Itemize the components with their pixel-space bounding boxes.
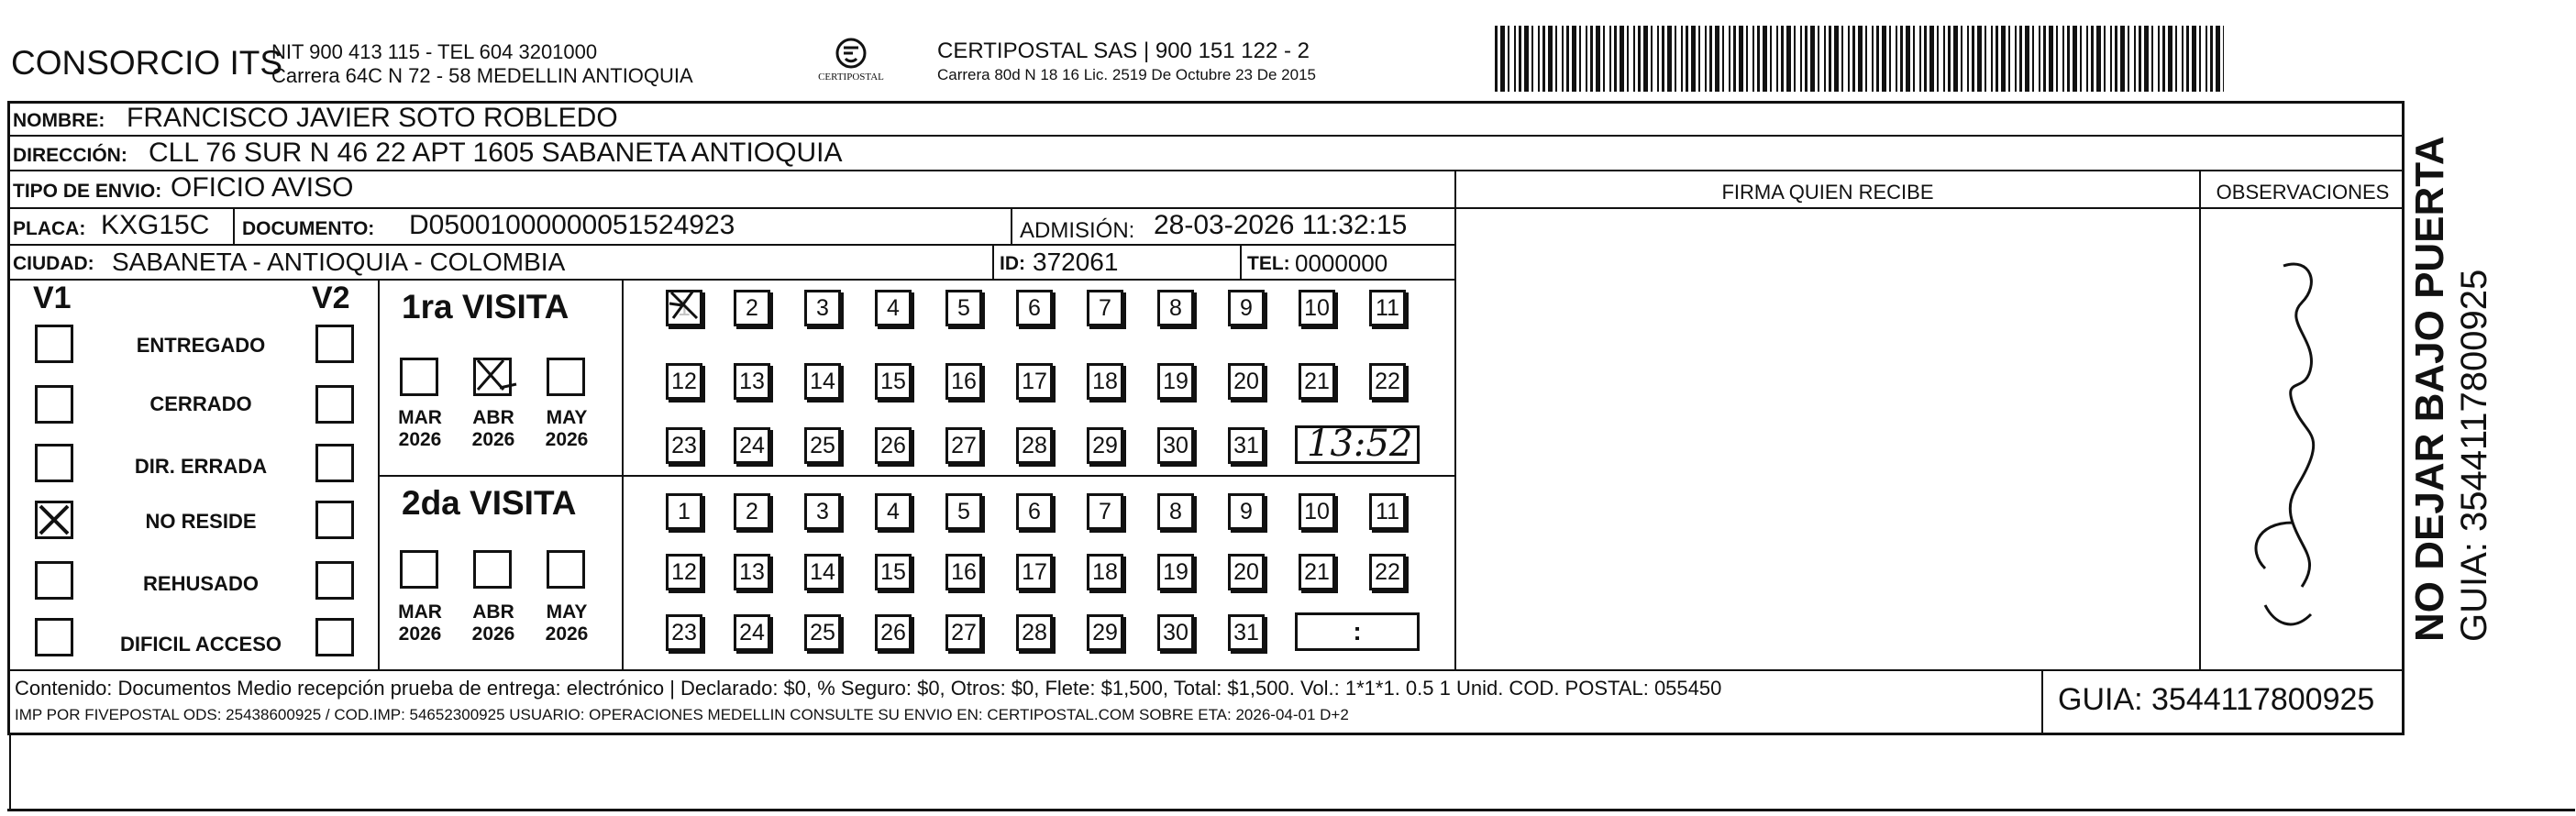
direccion-value: CLL 76 SUR N 46 22 APT 1605 SABANETA ANTIOQUIA (149, 138, 843, 168)
v2-label: V2 (312, 281, 350, 315)
first-day-30[interactable]: 30 (1157, 427, 1194, 464)
second-day-22[interactable]: 22 (1369, 554, 1406, 590)
second-day-16[interactable]: 16 (945, 554, 982, 590)
v1-cerrado-checkbox[interactable] (35, 385, 73, 424)
nombre-value: FRANCISCO JAVIER SOTO ROBLEDO (127, 103, 618, 133)
id-label: ID: (1000, 253, 1025, 274)
second-day-1[interactable]: 1 (666, 493, 702, 530)
second-month-may-label: MAY 2026 (545, 601, 589, 645)
second-visit-time-value: : (1353, 617, 1362, 645)
firma-label: FIRMA QUIEN RECIBE (1721, 181, 1934, 204)
first-day-2[interactable]: 2 (734, 290, 770, 326)
first-day-16[interactable]: 16 (945, 363, 982, 400)
documento-value: D05001000000051524923 (409, 210, 735, 240)
first-day-6[interactable]: 6 (1016, 290, 1053, 326)
status-rehusado: REHUSADO (143, 572, 259, 595)
status-cerrado: CERRADO (149, 392, 252, 415)
first-day-31[interactable]: 31 (1228, 427, 1265, 464)
first-day-29[interactable]: 29 (1087, 427, 1123, 464)
status-entregado: ENTREGADO (136, 334, 266, 357)
second-day-14[interactable]: 14 (804, 554, 841, 590)
tipo-envio-label: TIPO DE ENVIO: (13, 181, 162, 202)
second-day-28[interactable]: 28 (1016, 614, 1053, 651)
tel-label: TEL: (1247, 253, 1290, 274)
second-day-24[interactable]: 24 (734, 614, 770, 651)
first-day-1[interactable] (666, 290, 702, 326)
cross-mark-icon (472, 357, 518, 395)
first-visit-label: 1ra VISITA (402, 288, 569, 325)
tipo-envio-value: OFICIO AVISO (171, 172, 354, 203)
first-day-15[interactable]: 15 (875, 363, 912, 400)
placa-label: PLACA: (13, 218, 86, 239)
id-value: 372061 (1033, 248, 1119, 276)
second-day-23[interactable]: 23 (666, 614, 702, 651)
side-guia: GUIA: 3544117800925 (2454, 269, 2494, 642)
placa-value: KXG15C (101, 210, 210, 240)
second-month-mar-label: MAR 2026 (398, 601, 442, 645)
v1-rehusado-checkbox[interactable] (35, 561, 73, 600)
second-day-6[interactable]: 6 (1016, 493, 1053, 530)
v2-cerrado-checkbox[interactable] (315, 385, 354, 424)
second-day-17[interactable]: 17 (1016, 554, 1053, 590)
status-dificil-acceso: DIFICIL ACCESO (119, 633, 282, 656)
first-month-mar-checkbox[interactable] (400, 358, 438, 396)
second-day-20[interactable]: 20 (1228, 554, 1265, 590)
first-day-26[interactable]: 26 (875, 427, 912, 464)
first-day-24[interactable]: 24 (734, 427, 770, 464)
first-day-28[interactable]: 28 (1016, 427, 1053, 464)
logo-text: CERTIPOSTAL (818, 72, 884, 83)
company-address: Carrera 64C N 72 - 58 MEDELLIN ANTIOQUIA (271, 64, 693, 87)
second-day-31[interactable]: 31 (1228, 614, 1265, 651)
second-day-2[interactable]: 2 (734, 493, 770, 530)
v1-no-reside-checkbox[interactable] (35, 501, 73, 539)
second-day-21[interactable]: 21 (1299, 554, 1335, 590)
second-visit-label: 2da VISITA (402, 484, 577, 522)
side-warning (2406, 128, 2494, 642)
first-day-19[interactable]: 19 (1157, 363, 1194, 400)
nombre-label: NOMBRE: (13, 110, 105, 131)
documento-label: DOCUMENTO: (242, 218, 375, 239)
first-day-12[interactable]: 12 (666, 363, 702, 400)
second-day-29[interactable]: 29 (1087, 614, 1123, 651)
first-month-abr-checkbox[interactable] (473, 358, 512, 396)
direccion-label: DIRECCIÓN: (13, 145, 127, 166)
first-visit-time-value: 13:52 (1307, 423, 1413, 465)
second-day-25[interactable]: 25 (804, 614, 841, 651)
second-visit-time[interactable] (1295, 612, 1420, 651)
second-day-10[interactable]: 10 (1299, 493, 1335, 530)
first-day-17[interactable]: 17 (1016, 363, 1053, 400)
status-dir-errada: DIR. ERRADA (134, 455, 268, 478)
second-day-11[interactable]: 11 (1369, 493, 1406, 530)
first-month-abr-label: ABR 2026 (471, 407, 515, 450)
second-day-19[interactable]: 19 (1157, 554, 1194, 590)
v2-no-reside-checkbox[interactable] (315, 501, 354, 539)
first-day-14[interactable]: 14 (804, 363, 841, 400)
footer-line1: Contenido: Documentos Medio recepción prueba de entrega: electrónico | Declarado: $0, % Seguro: $0, Otros: $0, Flete: $1,500, Total: $1,500. Vol.: 1*1*1. 0.5 1 Unid. COD. POSTAL: 055450 (15, 677, 1722, 700)
footer-guia: GUIA: 3544117800925 (2058, 682, 2375, 717)
certipostal-address: Carrera 80d N 18 16 Lic. 2519 De Octubre 23 De 2015 (937, 66, 1316, 83)
second-day-4[interactable]: 4 (875, 493, 912, 530)
footer-line2: IMP POR FIVEPOSTAL ODS: 25438600925 / COD.IMP: 54652300925 USUARIO: OPERACIONES MEDELLIN CONSULTE SU ENVIO EN: CERTIPOSTAL.COM SOBRE ETA: 2026-04-01 D+2 (15, 706, 1349, 723)
first-day-11[interactable]: 11 (1369, 290, 1406, 326)
first-day-4[interactable]: 4 (875, 290, 912, 326)
first-day-22[interactable]: 22 (1369, 363, 1406, 400)
second-day-13[interactable]: 13 (734, 554, 770, 590)
first-day-18[interactable]: 18 (1087, 363, 1123, 400)
first-month-may-label: MAY 2026 (545, 407, 589, 450)
second-day-18[interactable]: 18 (1087, 554, 1123, 590)
certipostal-line: CERTIPOSTAL SAS | 900 151 122 - 2 (937, 39, 1310, 63)
tel-value: 0000000 (1295, 249, 1388, 277)
day-number: 1 (678, 294, 691, 321)
certipostal-logo-icon (814, 37, 888, 92)
first-day-27[interactable]: 27 (945, 427, 982, 464)
first-day-3[interactable]: 3 (804, 290, 841, 326)
second-day-3[interactable]: 3 (804, 493, 841, 530)
v2-dificil-acceso-checkbox[interactable] (315, 618, 354, 656)
status-no-reside: NO RESIDE (145, 510, 257, 533)
second-month-may-checkbox[interactable] (547, 550, 585, 589)
observaciones-label: OBSERVACIONES (2216, 181, 2390, 204)
company-name: CONSORCIO ITS (11, 44, 283, 82)
barcode (1495, 26, 2224, 92)
first-month-mar-label: MAR 2026 (398, 407, 442, 450)
v2-rehusado-checkbox[interactable] (315, 561, 354, 600)
v2-dir-errada-checkbox[interactable] (315, 444, 354, 482)
second-day-27[interactable]: 27 (945, 614, 982, 651)
ciudad-label: CIUDAD: (13, 253, 94, 274)
second-day-7[interactable]: 7 (1087, 493, 1123, 530)
first-day-13[interactable]: 13 (734, 363, 770, 400)
second-day-26[interactable]: 26 (875, 614, 912, 651)
first-day-23[interactable]: 23 (666, 427, 702, 464)
second-day-9[interactable]: 9 (1228, 493, 1265, 530)
first-day-25[interactable]: 25 (804, 427, 841, 464)
second-day-15[interactable]: 15 (875, 554, 912, 590)
second-month-abr-checkbox[interactable] (473, 550, 512, 589)
first-day-20[interactable]: 20 (1228, 363, 1265, 400)
certipostal-logo (814, 37, 888, 92)
v1-dificil-acceso-checkbox[interactable] (35, 618, 73, 656)
side-warning-text: NO DEJAR BAJO PUERTA (2407, 136, 2452, 642)
first-visit-time[interactable] (1295, 425, 1420, 464)
v1-dir-errada-checkbox[interactable] (35, 444, 73, 482)
v1-label: V1 (33, 281, 72, 315)
second-day-12[interactable]: 12 (666, 554, 702, 590)
first-day-5[interactable]: 5 (945, 290, 982, 326)
admision-label: ADMISIÓN: (1020, 218, 1135, 243)
nit-line: NIT 900 413 115 - TEL 604 3201000 (271, 40, 598, 63)
admision-value: 28-03-2026 11:32:15 (1154, 210, 1408, 240)
second-month-mar-checkbox[interactable] (400, 550, 438, 589)
first-month-may-checkbox[interactable] (547, 358, 585, 396)
second-day-5[interactable]: 5 (945, 493, 982, 530)
first-day-8[interactable]: 8 (1157, 290, 1194, 326)
first-day-7[interactable]: 7 (1087, 290, 1123, 326)
ciudad-value: SABANETA - ANTIOQUIA - COLOMBIA (112, 248, 566, 276)
second-day-30[interactable]: 30 (1157, 614, 1194, 651)
first-day-9[interactable]: 9 (1228, 290, 1265, 326)
cross-mark-icon (38, 503, 71, 536)
second-day-8[interactable]: 8 (1157, 493, 1194, 530)
signature-icon (2228, 220, 2366, 642)
v1-entregado-checkbox[interactable] (35, 325, 73, 363)
first-day-10[interactable]: 10 (1299, 290, 1335, 326)
first-day-21[interactable]: 21 (1299, 363, 1335, 400)
v2-entregado-checkbox[interactable] (315, 325, 354, 363)
second-month-abr-label: ABR 2026 (471, 601, 515, 645)
